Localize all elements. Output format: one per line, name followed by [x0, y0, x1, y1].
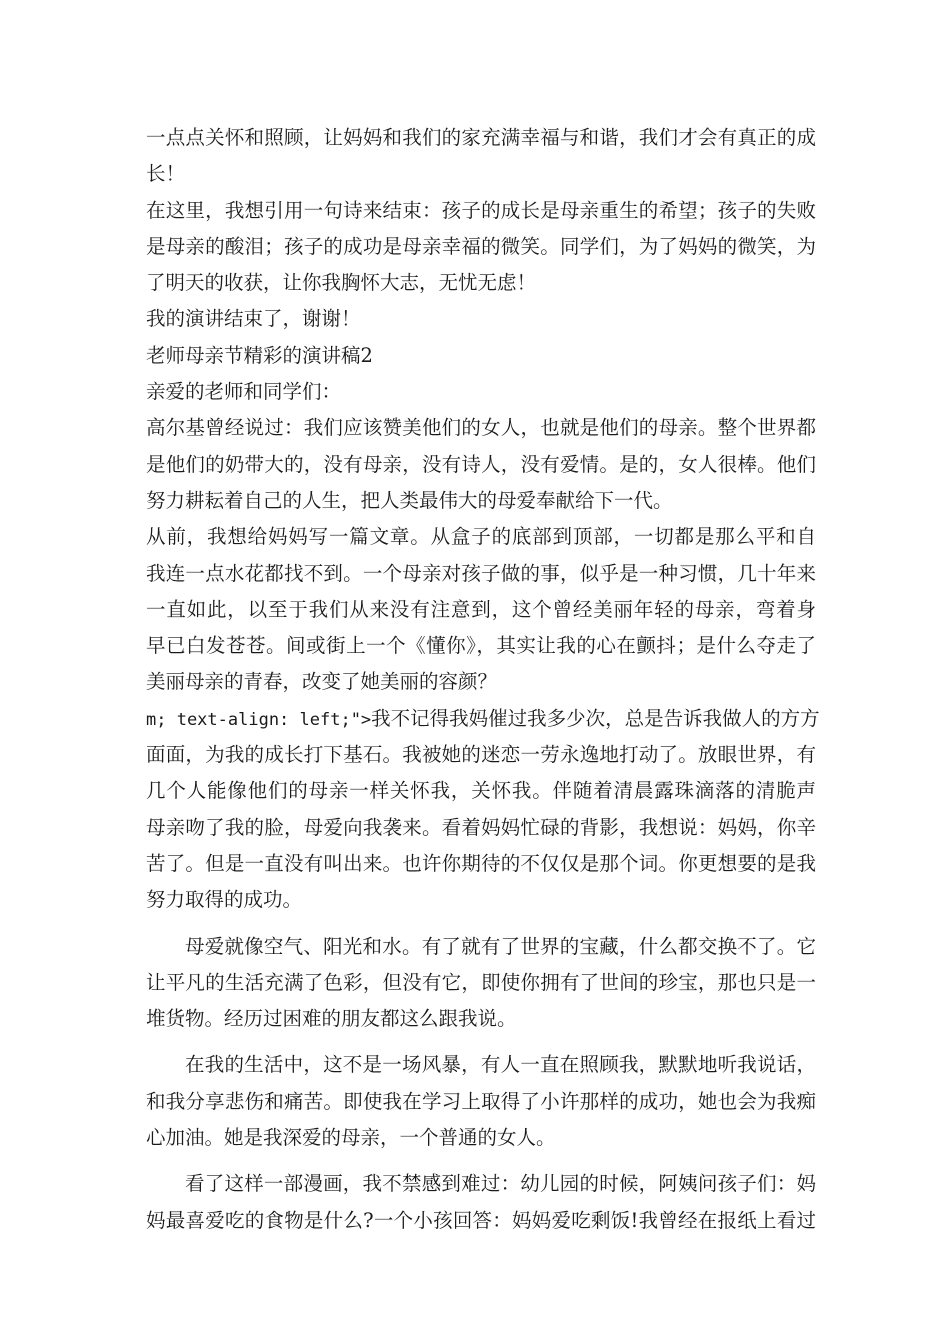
paragraph-my-life: [146, 1047, 816, 1156]
text-line: 我的演讲结束了，谢谢！: [146, 307, 361, 331]
paragraph-speech-end: [146, 301, 816, 337]
text-line: 美丽母亲的青春，改变了她美丽的容颜？: [146, 670, 498, 694]
text-line: 和我分享悲伤和痛苦。即使我在学习上取得了小许那样的成功，她也会为我痴: [146, 1089, 816, 1113]
text-line: 早已白发苍苍。间或街上一个《懂你》，其实让我的心在颤抖；是什么夺走了: [146, 634, 816, 658]
paragraph-mother-urging: [146, 701, 820, 919]
text-line: 从前，我想给妈妈写一篇文章。从盒子的底部到顶部，一切都是那么平和自: [146, 525, 816, 549]
paragraph-mother-love-air: [146, 929, 816, 1038]
text-line: [146, 701, 820, 737]
text-line: 努力取得的成功。: [146, 888, 303, 912]
text-line: 堆货物。经历过困难的朋友都这么跟我说。: [146, 1007, 517, 1031]
text-line: 在我的生活中，这不是一场风暴，有人一直在照顾我，默默地听我说话，: [185, 1053, 816, 1077]
text-line: 老师母亲节精彩的演讲稿2: [146, 343, 373, 367]
text-line: 是他们的奶带大的，没有母亲，没有诗人，没有爱情。是的，女人很棒。他们: [146, 452, 816, 476]
text-line: 几个人能像他们的母亲一样关怀我，关怀我。伴随着清晨露珠滴落的清脆声: [146, 779, 816, 803]
text-line: 长！: [146, 162, 186, 186]
text-line: 母爱就像空气、阳光和水。有了就有了世界的宝藏，什么都交换不了。它: [185, 934, 816, 958]
paragraph-closing-care: [146, 120, 816, 193]
text-line: 亲爱的老师和同学们：: [146, 380, 342, 404]
text-fragment: 我不记得我妈催过我多少次，总是告诉我做人的方方: [371, 706, 820, 730]
text-line: 心加油。她是我深爱的母亲，一个普通的女人。: [146, 1126, 556, 1150]
text-line: 高尔基曾经说过：我们应该赞美他们的女人，也就是他们的母亲。整个世界都: [146, 416, 816, 440]
text-line: 了明天的收获，让你我胸怀大志，无忧无虑！: [146, 271, 537, 295]
text-line: 我连一点水花都找不到。一个母亲对孩子做的事，似乎是一种习惯，几十年来: [146, 561, 816, 585]
text-line: 面面，为我的成长打下基石。我被她的迷恋一劳永逸地打动了。放眼世界，有: [146, 743, 816, 767]
text-line: 让平凡的生活充满了色彩，但没有它，即使你拥有了世间的珍宝，那也只是一: [146, 970, 816, 994]
section-title: [146, 338, 816, 374]
paragraph-comic: [146, 1166, 816, 1239]
paragraph-gap: [146, 919, 816, 929]
paragraph-gap: [146, 1156, 816, 1166]
paragraph-gap: [146, 1037, 816, 1047]
paragraph-writing-article: [146, 519, 816, 700]
text-line: 是母亲的酸泪；孩子的成功是母亲幸福的微笑。同学们，为了妈妈的微笑，为: [146, 234, 816, 258]
text-line: 一点点关怀和照顾，让妈妈和我们的家充满幸福与和谐，我们才会有真正的成: [146, 126, 816, 149]
text-line: 在这里，我想引用一句诗来结束：孩子的成长是母亲重生的希望；孩子的失败: [146, 198, 816, 222]
document-body: [146, 120, 820, 1239]
text-line: 苦了。但是一直没有叫出来。也许你期待的不仅仅是那个词。你更想要的是我: [146, 851, 816, 875]
text-line: 努力耕耘着自己的人生，把人类最伟大的母爱奉献给下一代。: [146, 488, 673, 512]
text-line: 母亲吻了我的脸，母爱向我袭来。看着妈妈忙碌的背影，我想说：妈妈，你辛: [146, 815, 816, 839]
text-line: 看了这样一部漫画，我不禁感到难过：幼儿园的时候，阿姨问孩子们：妈: [185, 1172, 816, 1196]
paragraph-poem-quote: [146, 193, 816, 302]
paragraph-gorky-quote: [146, 410, 816, 519]
salutation: [146, 374, 816, 410]
text-line: 一直如此，以至于我们从来没有注意到，这个曾经美丽年轻的母亲，弯着身: [146, 597, 816, 621]
code-fragment: m; text-align: left;">: [146, 709, 372, 730]
text-line: 妈最喜爱吃的食物是什么?一个小孩回答：妈妈爱吃剩饭!我曾经在报纸上看过: [146, 1208, 816, 1232]
